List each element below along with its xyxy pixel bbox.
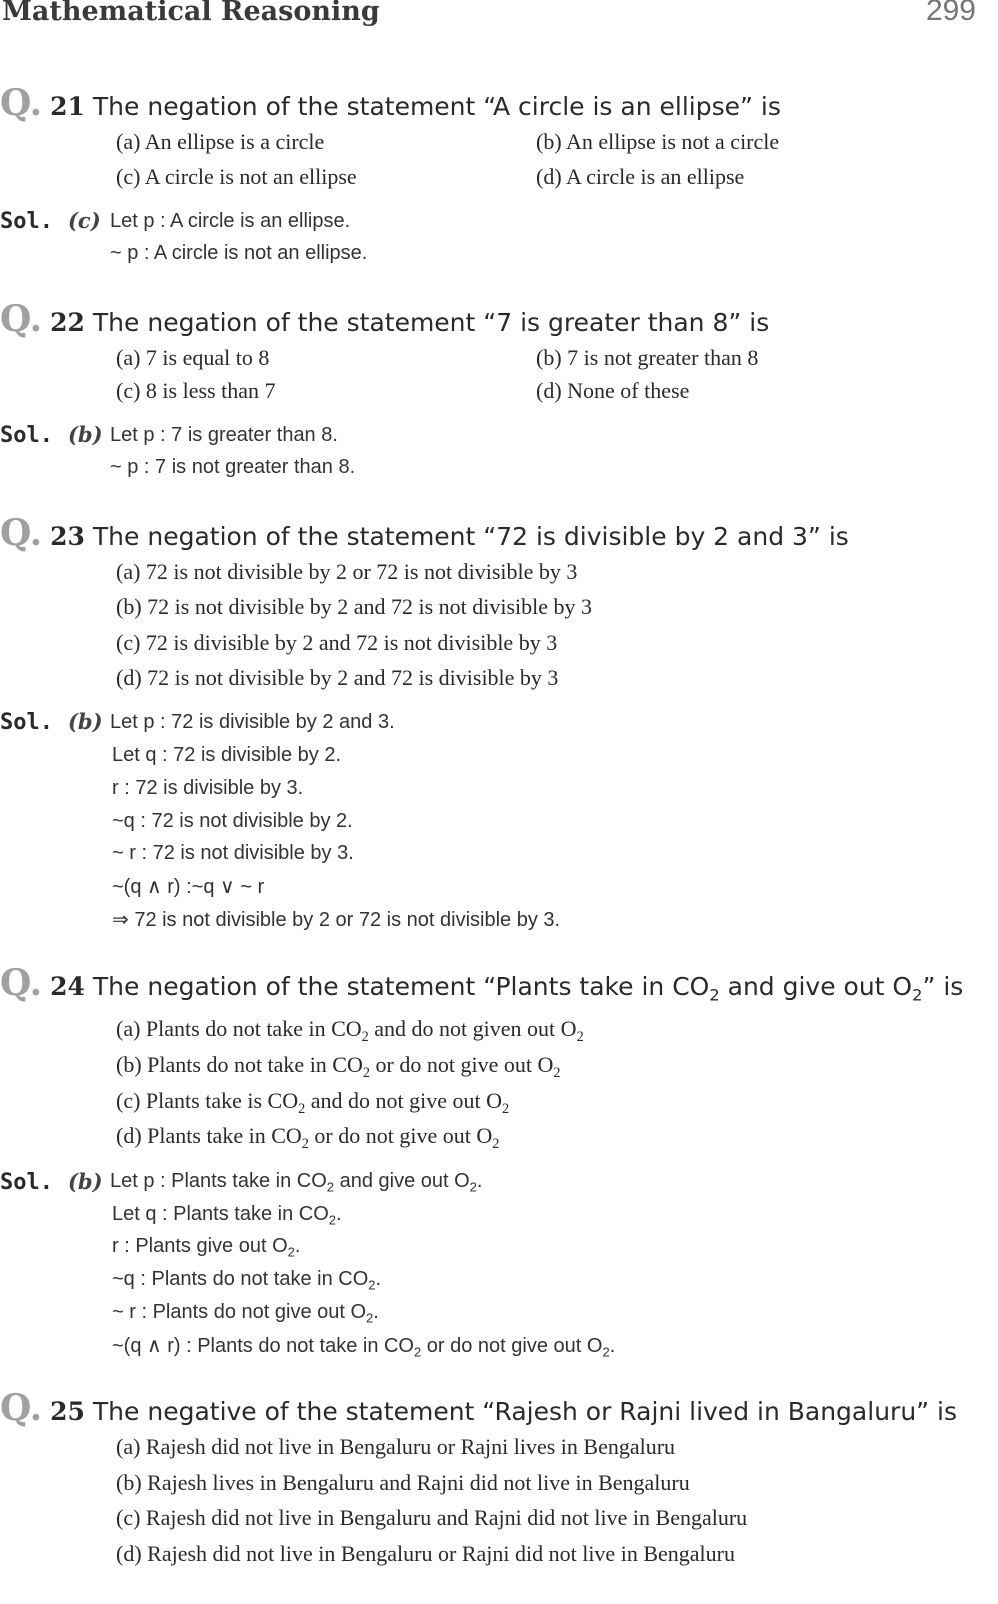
solution-line: ~q : 72 is not divisible by 2.	[112, 810, 353, 832]
option-a: (a) An ellipse is a circle	[116, 129, 325, 154]
option-d: (d) None of these	[536, 378, 690, 403]
option-d: (d) Rajesh did not live in Bengaluru or Rajni did not live in Bengaluru	[116, 1541, 735, 1566]
option-c: (c) Plants take is $CO_2$ and do not give out $O_2$	[116, 1088, 510, 1117]
question-text: The negation of the statement “Plants take in $CO_2$ and give out $O_2$” is	[92, 972, 964, 1005]
question-number: 22	[50, 308, 85, 337]
q-mark: Q.	[0, 1387, 43, 1429]
question-24	[0, 962, 990, 1004]
option-b: (b) Rajesh lives in Bengaluru and Rajni did not live in Bengaluru	[116, 1470, 690, 1495]
q-mark: Q.	[0, 298, 43, 340]
option-d: (d) A circle is an ellipse	[536, 164, 745, 189]
option-a: (a) Rajesh did not live in Bengaluru or Rajni lives in Bengaluru	[116, 1434, 676, 1459]
solution-answer: (b)	[68, 422, 103, 447]
solution-line: Let q : 72 is divisible by 2.	[112, 744, 342, 766]
option-d: (d) 72 is not divisible by 2 and 72 is divisible by 3	[116, 665, 559, 690]
solution-label: Sol.	[0, 209, 53, 234]
solution-answer: (c)	[68, 208, 101, 233]
solution-answer: (b)	[68, 1169, 103, 1194]
q-mark: Q.	[0, 82, 43, 124]
option-b: (b) An ellipse is not a circle	[536, 129, 780, 154]
solution-line: ~ p : A circle is not an ellipse.	[110, 242, 368, 264]
solution-line: r : Plants give out $O_2$.	[112, 1235, 301, 1260]
question-number: 24	[50, 972, 85, 1001]
solution-line: ~ r : 72 is not divisible by 3.	[112, 842, 354, 864]
solution-line: Let q : Plants take in $CO_2$.	[112, 1203, 342, 1228]
question-number: 21	[50, 92, 85, 121]
question-number: 25	[50, 1397, 85, 1426]
option-c: (c) 72 is divisible by 2 and 72 is not divisible by 3	[116, 630, 558, 655]
option-c: (c) Rajesh did not live in Bengaluru and Rajni did not live in Bengaluru	[116, 1505, 748, 1530]
solution-line: ~q : Plants do not take in $CO_2$.	[112, 1268, 382, 1293]
question-text: The negation of the statement “72 is divisible by 2 and 3” is	[92, 522, 849, 551]
solution-line: Let p : Plants take in $CO_2$ and give out $O_2$.	[110, 1170, 483, 1195]
solution-line: Let p : 72 is divisible by 2 and 3.	[110, 711, 395, 733]
option-a: (a) 7 is equal to 8	[116, 345, 270, 370]
page-number: 299	[925, 0, 976, 27]
option-d: (d) Plants take in $CO_2$ or do not give out $O_2$	[116, 1123, 500, 1152]
question-25	[0, 1387, 990, 1429]
solution-line: r : 72 is divisible by 3.	[112, 777, 304, 799]
solution-line: ~ p : 7 is not greater than 8.	[110, 456, 356, 478]
solution-label: Sol.	[0, 1170, 53, 1195]
solution-answer: (b)	[68, 709, 103, 734]
question-23	[0, 512, 990, 554]
solution-line: ⇒ 72 is not divisible by 2 or 72 is not divisible by 3.	[112, 909, 561, 931]
question-text: The negative of the statement “Rajesh or Rajni lived in Bangaluru” is	[92, 1397, 958, 1426]
option-a: (a) Plants do not take in $CO_2$ and do not given out $O_2$	[116, 1016, 584, 1045]
option-b: (b) 7 is not greater than 8	[536, 345, 759, 370]
question-21	[0, 82, 990, 124]
question-text: The negation of the statement “7 is greater than 8” is	[92, 308, 770, 337]
solution-line: ~(q ∧ r) :~q ∨ ~ r	[112, 876, 265, 898]
question-text: The negation of the statement “A circle is an ellipse” is	[92, 92, 781, 121]
solution-line: Let p : 7 is greater than 8.	[110, 424, 338, 446]
question-number: 23	[50, 522, 85, 551]
solution-line: Let p : A circle is an ellipse.	[110, 210, 351, 232]
q-mark: Q.	[0, 962, 43, 1004]
page-header-title: Mathematical Reasoning	[2, 0, 380, 27]
question-22	[0, 298, 990, 340]
solution-line: ~(q ∧ r) : Plants do not take in $CO_2$ or do not give out $O_2$.	[112, 1335, 616, 1360]
q-mark: Q.	[0, 512, 43, 554]
solution-line: ~ r : Plants do not give out $O_2$.	[112, 1301, 379, 1326]
option-b: (b) 72 is not divisible by 2 and 72 is not divisible by 3	[116, 594, 593, 619]
solution-label: Sol.	[0, 423, 53, 448]
option-c: (c) 8 is less than 7	[116, 378, 276, 403]
option-c: (c) A circle is not an ellipse	[116, 164, 357, 189]
option-a: (a) 72 is not divisible by 2 or 72 is not divisible by 3	[116, 559, 578, 584]
solution-label: Sol.	[0, 710, 53, 735]
option-b: (b) Plants do not take in $CO_2$ or do not give out $O_2$	[116, 1052, 561, 1081]
